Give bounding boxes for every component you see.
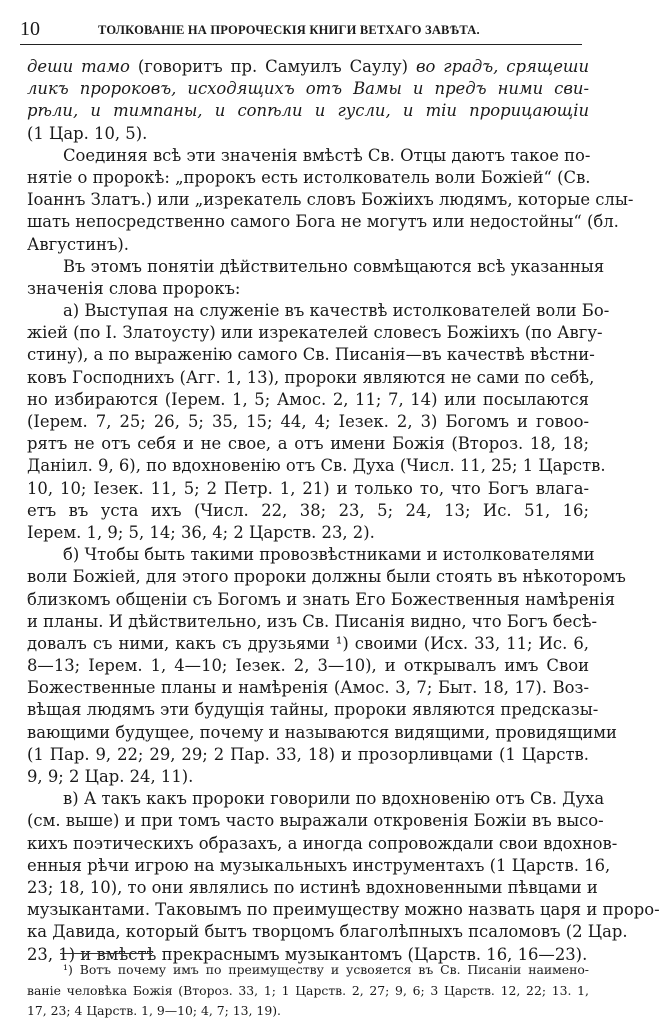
paragraph-start: б) Чтобы быть такими провозвѣстниками и истолкователями [63, 545, 595, 565]
text-line: жіей (по І. Златоусту) или изрекателей словесъ Божіихъ (по Авгу- [27, 323, 603, 343]
text-line: стину), а по выраженію самого Св. Писанія—въ качествѣ вѣстни- [27, 345, 595, 365]
paragraph-start: а) Выступая на служеніе въ качествѣ истолкователей воли Бо- [63, 301, 610, 321]
text-line: (1 Цар. 10, 5). [27, 123, 148, 143]
text-line: (см. выше) и при томъ часто выражали откровенія Божіи въ высо- [27, 811, 604, 831]
running-title: ТОЛКОВАНІЕ НА ПРОРОЧЕСКІЯ КНИГИ ВЕТХАГО ЗАВѢТА. [98, 23, 480, 37]
text-line: Іоаннъ Златъ.) или „изрекатель словъ Божіихъ людямъ, которые слы- [27, 190, 634, 210]
text-line: енныя рѣчи игрою на музыкальныхъ инструментахъ (1 Царств. 16, [27, 855, 611, 875]
footnote-line: ваніе человѣка Божія (Второз. 33, 1; 1 Царств. 2, 27; 9, 6; 3 Царств. 12, 22; 13. 1, [27, 982, 589, 998]
header-rule [20, 44, 582, 45]
text-line: музыкантами. Таковымъ по преимуществу можно назвать царя и проро- [27, 900, 660, 920]
text-line: воли Божіей, для этого пророки должны были стоять въ нѣкоторомъ [27, 567, 626, 587]
text-line: вѣщая людямъ эти будущія тайны, пророки являются предсказы- [27, 700, 599, 720]
text-line: значенія слова пророкъ: [27, 278, 241, 298]
text-line: рѣли, и тимпаны, и сопѣли и гусли, и тіи прорицающіи [27, 101, 589, 121]
footnote-line: ¹) Вотъ почему имъ по преимуществу и усвояется въ Св. Писаніи наимено- [63, 962, 589, 977]
page-number: 10 [20, 18, 40, 40]
paragraph-start: Въ этомъ понятіи дѣйствительно совмѣщаются всѣ указанныя [63, 256, 605, 276]
footnote-separator [60, 953, 152, 954]
paragraph-start: Соединяя всѣ эти значенія вмѣстѣ Св. Отцы даютъ такое по- [63, 145, 591, 165]
text-line: 10, 10; Іезек. 11, 5; 2 Петр. 1, 21) и только то, что Богъ влага- [27, 478, 589, 498]
paragraph-start: в) А такъ какъ пророки говорили по вдохновенію отъ Св. Духа [63, 789, 605, 809]
text-line: но избираются (Іерем. 1, 5; Амос. 2, 11; 7, 14) или посылаются [27, 389, 589, 409]
text-line: Іерем. 1, 9; 5, 14; 36, 4; 2 Царств. 23, 2). [27, 522, 375, 542]
text-line: 9, 9; 2 Цар. 24, 11). [27, 767, 194, 786]
text-line: етъ въ уста ихъ (Числ. 22, 38; 23, 5; 24, 13; Ис. 51, 16; [27, 500, 589, 520]
page-header [20, 18, 586, 44]
text-line: близкомъ общеніи съ Богомъ и знать Его Божественныя намѣренія [27, 589, 616, 609]
text-line: 23, 1) и вмѣстѣ прекраснымъ музыкантомъ (Царств. 16, 16—23). [27, 944, 588, 964]
text-line: шать непосредственно самого Бога не могутъ или недостойны“ (бл. [27, 212, 619, 232]
text-line: нятіе о пророкѣ: „пророкъ есть истолкователь воли Божіей“ (Св. [27, 167, 591, 187]
text-line: и планы. И дѣйствительно, изъ Св. Писанія видно, что Богъ бесѣ- [27, 611, 598, 631]
footnote-line: 17, 23; 4 Царств. 1, 9—10; 4, 7; 13, 19). [27, 1003, 281, 1018]
footnote [27, 960, 589, 1022]
text-line: (Іерем. 7, 25; 26, 5; 35, 15; 44, 4; Іезек. 2, 3) Богомъ и говоо- [27, 412, 589, 431]
text-line: 23; 18, 10), то они являлись по истинѣ вдохновенными пѣвцами и [27, 877, 598, 897]
text-line: ликъ пророковъ, исходящихъ отъ Вамы и предъ ними сви- [27, 79, 589, 99]
main-text [27, 56, 660, 966]
text-line: вающими будущее, почему и называются видящими, провидящими [27, 722, 617, 742]
text-line: ковъ Господнихъ (Агг. 1, 13), пророки являются не сами по себѣ, [27, 367, 595, 387]
text-line: Даніил. 9, 6), по вдохновенію отъ Св. Духа (Числ. 11, 25; 1 Царств. [27, 456, 606, 476]
text-line: деши тамо (говоритъ пр. Самуилъ Саулу) во градъ, срящеши [27, 57, 589, 76]
text-line: довалъ съ ними, какъ съ друзьями ¹) своими (Исх. 33, 11; Ис. 6, [27, 633, 589, 653]
text-line: рятъ не отъ себя и не свое, а отъ имени Божія (Второз. 18, 18; [27, 434, 589, 454]
text-line: кихъ поэтическихъ образахъ, а иногда сопровождали свои вдохнов- [27, 833, 618, 853]
text-line: ка Давида, который бытъ творцомъ благолѣпныхъ псаломовъ (2 Цар. [27, 922, 628, 942]
text-line: Божественные планы и намѣренія (Амос. 3, 7; Быт. 18, 17). Воз- [27, 678, 589, 698]
text-line: Августинъ). [27, 234, 130, 254]
text-line: (1 Пар. 9, 22; 29, 29; 2 Пар. 33, 18) и прозорливцами (1 Царств. [27, 744, 589, 764]
text-line: 8—13; Іерем. 1, 4—10; Іезек. 2, 3—10), и открывалъ имъ Свои [27, 656, 589, 676]
